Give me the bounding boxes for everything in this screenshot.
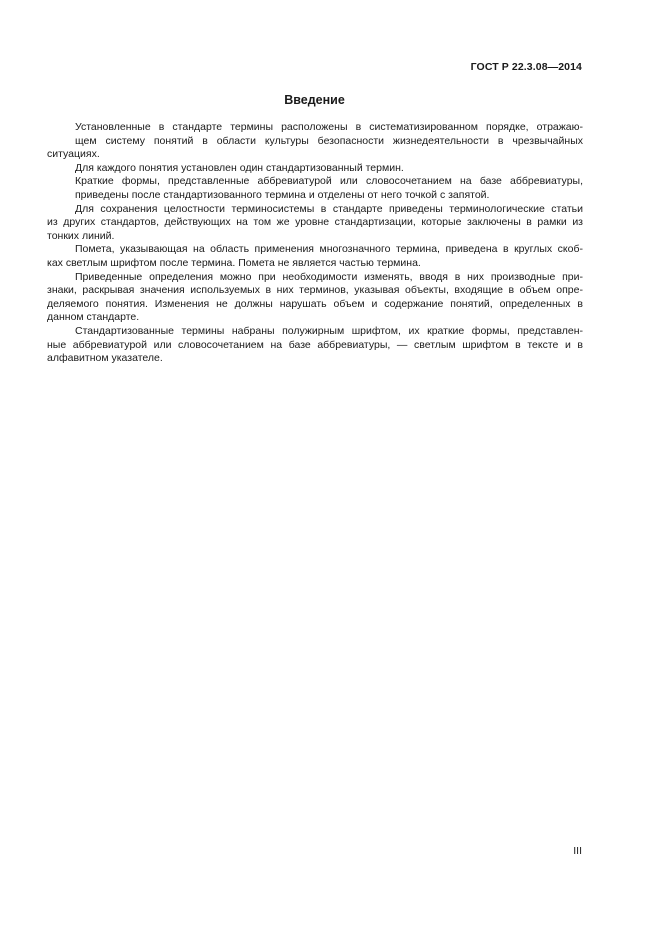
paragraph-6 <box>47 271 583 325</box>
text-line: тонких линий. <box>47 229 115 242</box>
text-line: Для сохранения целостности терминосистемы в стандарте приведены терминологические статьи <box>75 202 583 215</box>
text-line: Помета, указывающая на область применения многозначного термина, приведена в круглых скоб- <box>75 243 583 256</box>
section-title: Введение <box>284 93 345 107</box>
text-line: данном стандарте. <box>47 311 140 324</box>
paragraph-7 <box>47 325 583 366</box>
text-line: алфавитном указателе. <box>47 352 163 365</box>
paragraph-3 <box>47 175 583 202</box>
text-line: деляемого понятия. Изменения не должны нарушать объем и содержание понятий, определенных в <box>47 297 583 310</box>
text-line: Стандартизованные термины набраны полужирным шрифтом, их краткие формы, представлен- <box>75 324 583 337</box>
text-line: Для каждого понятия установлен один стандартизованный термин. <box>75 161 404 174</box>
text-line: Приведенные определения можно при необходимости изменять, вводя в них производные при- <box>75 270 583 283</box>
paragraph-5 <box>47 243 583 270</box>
text-line: Краткие формы, представленные аббревиатурой или словосочетанием на базе аббревиатуры, <box>75 175 583 188</box>
text-line: щем систему понятий в области культуры безопасности жизнедеятельности в чрезвычайных ситуациях. <box>47 134 583 161</box>
standard-code-header: ГОСТ Р 22.3.08—2014 <box>470 61 582 73</box>
text-line: из других стандартов, действующих на том же уровне стандартизации, которые заключены в рамки из <box>47 216 583 229</box>
text-line: ные аббревиатурой или словосочетанием на базе аббревиатуры, — светлым шрифтом в тексте и в <box>47 338 583 351</box>
text-line: ках светлым шрифтом после термина. Помета не является частью термина. <box>47 256 421 269</box>
paragraph-1 <box>47 121 583 162</box>
introduction-body <box>47 121 583 366</box>
paragraph-2 <box>47 162 583 176</box>
paragraph-4 <box>47 203 583 244</box>
text-line: приведены после стандартизованного термина и отделены от него точкой с запятой. <box>75 188 490 201</box>
page-number: III <box>573 845 582 857</box>
text-line: знаки, раскрывая значения используемых в них терминов, указывая объекты, входящие в объем опре- <box>47 284 583 297</box>
text-line: Установленные в стандарте термины расположены в систематизированном порядке, отражаю- <box>75 121 583 133</box>
